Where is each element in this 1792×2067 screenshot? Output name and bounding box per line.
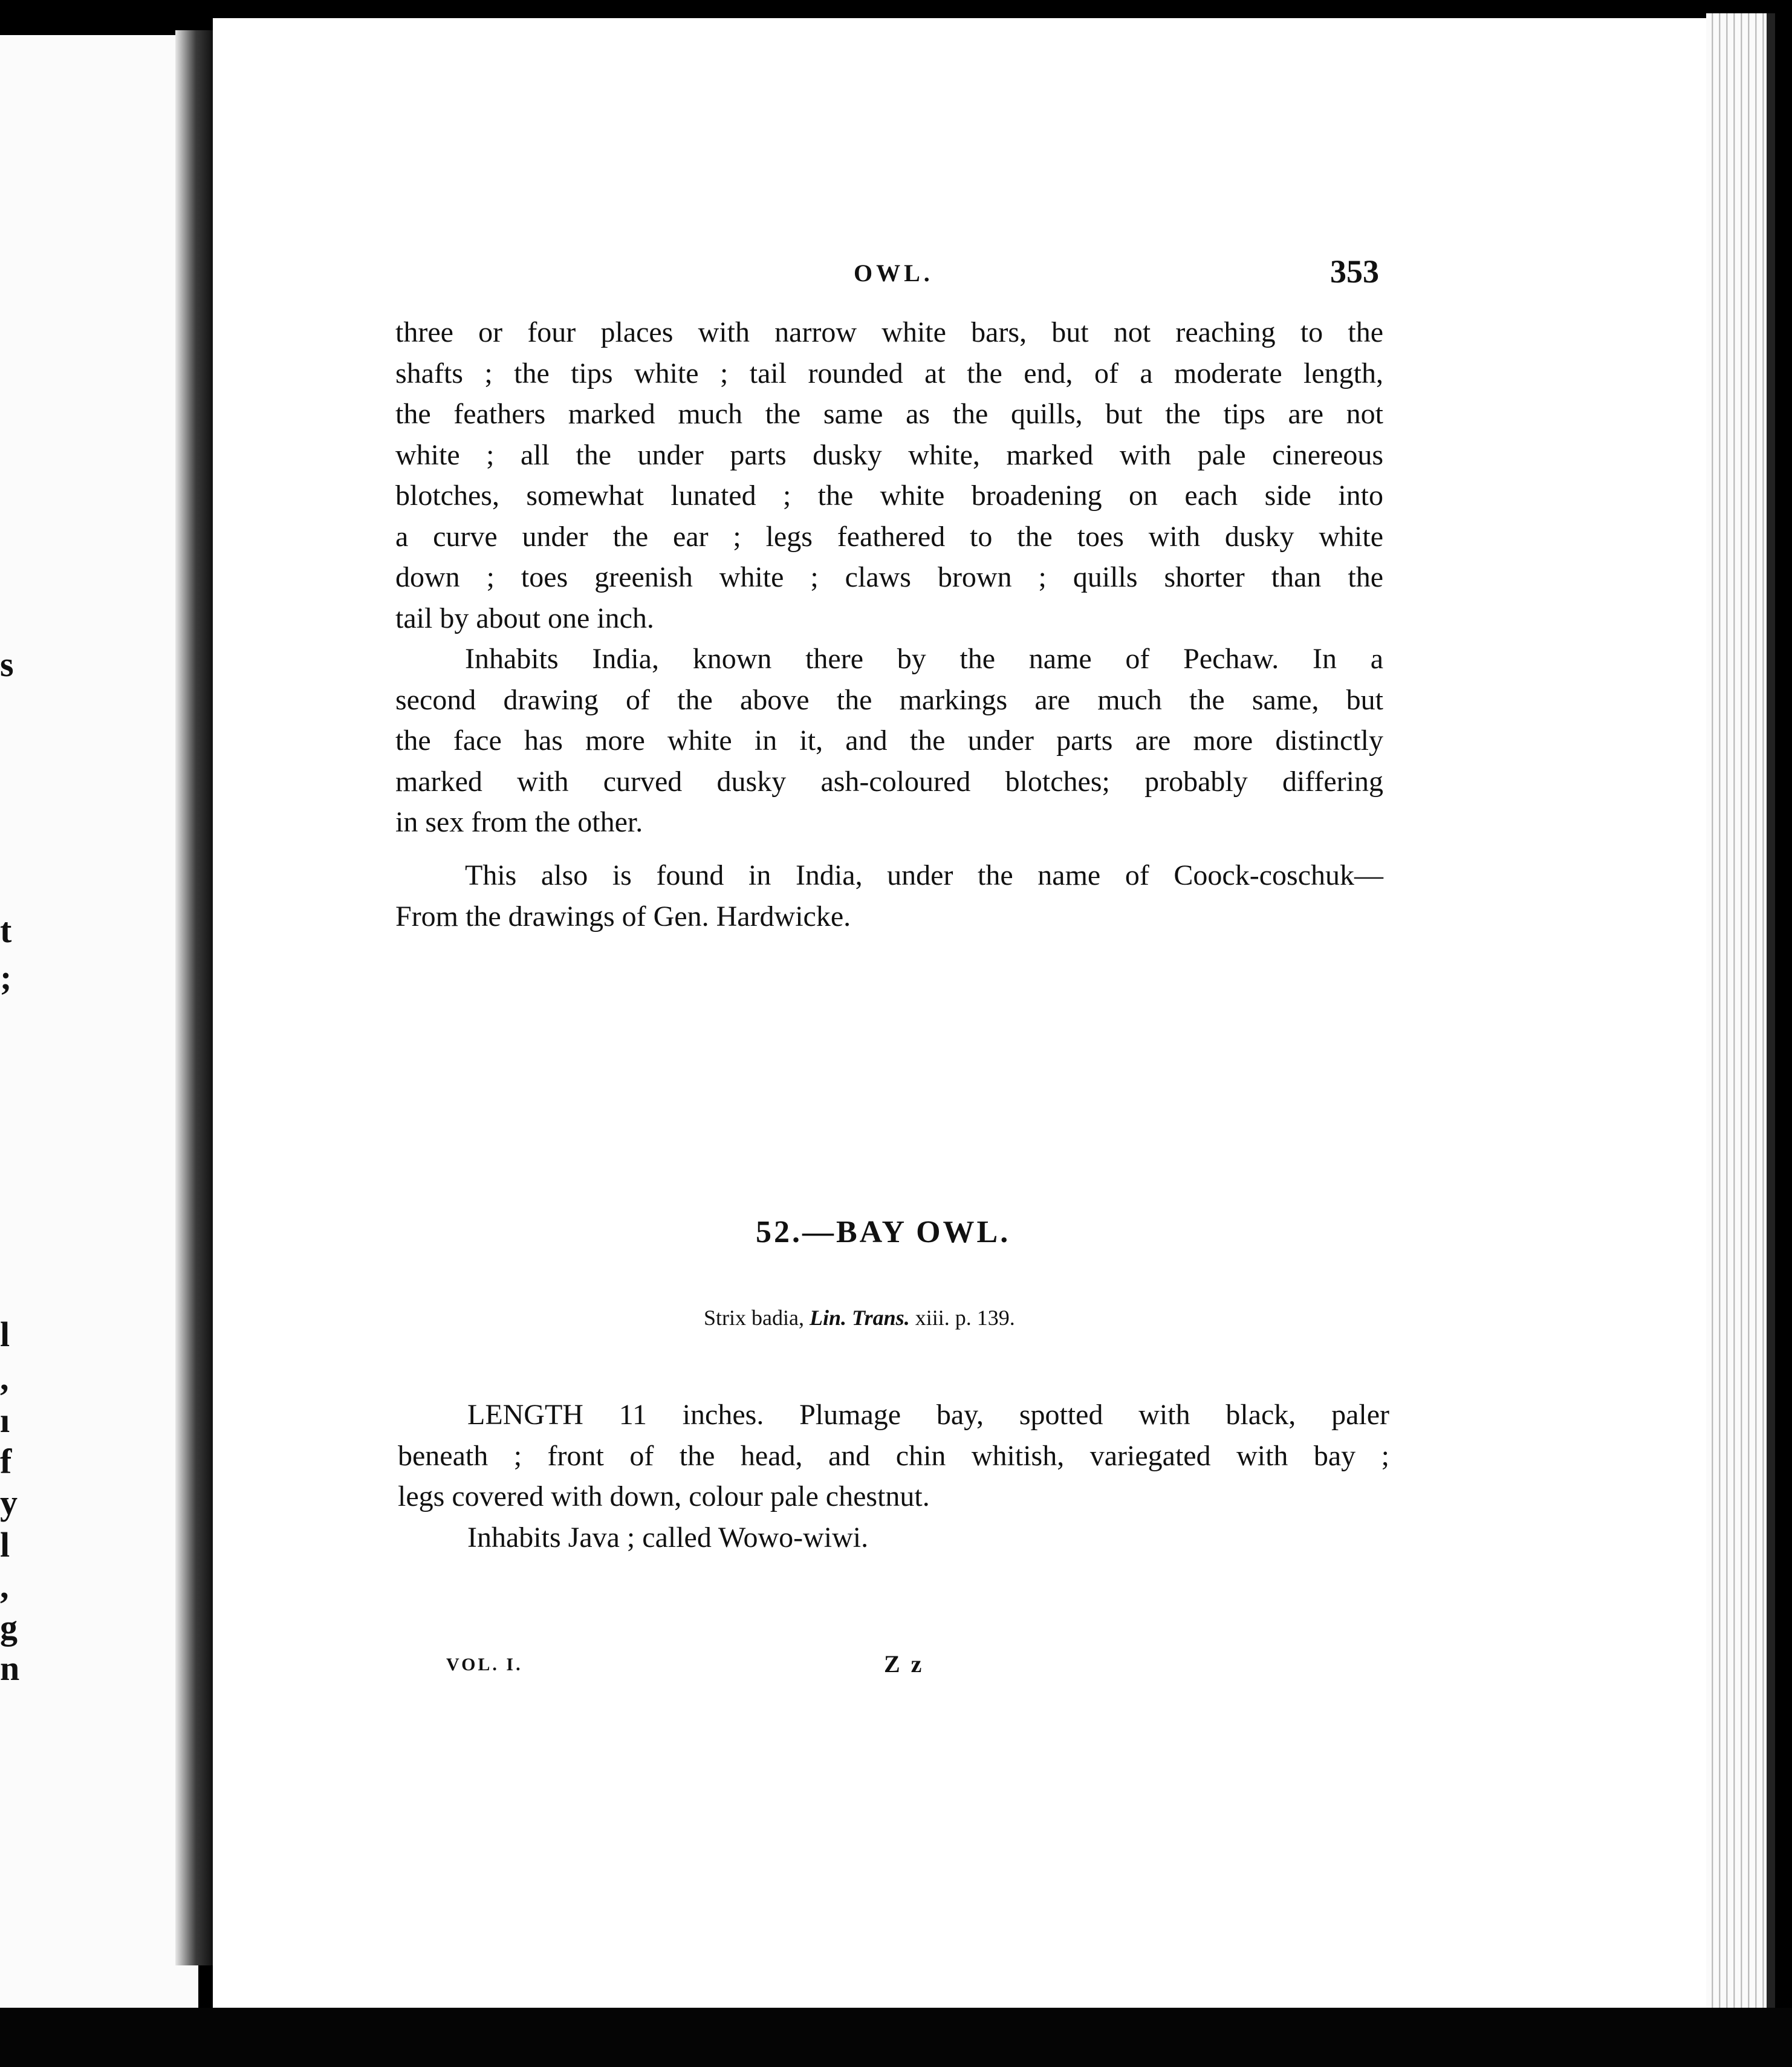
synonym-suffix: xiii. p. 139.	[909, 1306, 1015, 1330]
scan-bottom-border	[0, 2008, 1792, 2067]
left-page-char: ;	[0, 958, 12, 997]
text-line: a curve under the ear ; legs feathered to the toes with dusky white	[395, 520, 1383, 553]
text-line: Inhabits Java ; called Wowo-wiwi.	[467, 1522, 869, 1554]
text-line: legs covered with down, colour pale chestnut.	[398, 1480, 930, 1512]
text-line: white ; all the under parts dusky white, marked with pale cinereous	[395, 438, 1383, 471]
text-line: second drawing of the above the markings are much the same, but	[395, 683, 1383, 716]
species-heading: 52.—BAY OWL.	[756, 1215, 1011, 1249]
text-line: down ; toes greenish white ; claws brown ; quills shorter than the	[395, 561, 1383, 593]
synonym-citation	[704, 1305, 1015, 1330]
left-page-char: t	[0, 911, 12, 950]
running-head: OWL.	[854, 259, 933, 287]
left-page-char: l	[0, 1315, 10, 1354]
left-page-fragment	[0, 35, 198, 2008]
left-page-char: g	[0, 1607, 18, 1647]
text-line: blotches, somewhat lunated ; the white broadening on each side into	[395, 480, 1383, 512]
footer-volume: VOL. I.	[446, 1655, 523, 1675]
text-line: LENGTH 11 inches. Plumage bay, spotted with black, paler	[467, 1399, 1389, 1431]
text-line: This also is found in India, under the name of Coock-coschuk—	[465, 859, 1383, 891]
left-page-char: s	[0, 645, 14, 684]
text-line: three or four places with narrow white bars, but not reaching to the	[395, 316, 1383, 348]
left-page-char: l	[0, 1525, 10, 1564]
text-line: in sex from the other.	[395, 806, 643, 838]
paragraph-habitat	[395, 639, 1383, 843]
left-page-char: ı	[0, 1401, 10, 1440]
text-line: shafts ; the tips white ; tail rounded at the end, of a moderate length,	[395, 357, 1383, 389]
synonym-prefix: Strix badia,	[704, 1306, 810, 1330]
text-line: tail by about one inch.	[395, 602, 654, 634]
page-edge-shadow	[1767, 13, 1775, 2015]
left-page-char: ,	[0, 1358, 9, 1398]
book-gutter	[175, 30, 213, 1965]
left-page-char: n	[0, 1649, 20, 1688]
left-page-char: ,	[0, 1566, 9, 1606]
synonym-source: Lin. Trans.	[809, 1306, 910, 1330]
paragraph-continued	[395, 312, 1383, 639]
text-line: From the drawings of Gen. Hardwicke.	[395, 900, 851, 933]
text-line: the feathers marked much the same as the quills, but the tips are not	[395, 398, 1383, 430]
footer-signature: Z z	[884, 1650, 924, 1678]
paragraph-habitat-java	[398, 1517, 1389, 1558]
text-line: Inhabits India, known there by the name of Pechaw. In a	[465, 643, 1383, 675]
text-line: marked with curved dusky ash-coloured blotches; probably differing	[395, 765, 1383, 798]
paragraph-note	[395, 855, 1383, 937]
left-page-char: f	[0, 1442, 12, 1481]
paragraph-description	[398, 1395, 1389, 1517]
text-line: beneath ; front of the head, and chin whitish, variegated with bay ;	[398, 1439, 1389, 1472]
page-number: 353	[1330, 253, 1379, 290]
text-line: the face has more white in it, and the under parts are more distinctly	[395, 724, 1383, 757]
page-edges	[1706, 13, 1767, 2015]
left-page-char: y	[0, 1483, 18, 1522]
